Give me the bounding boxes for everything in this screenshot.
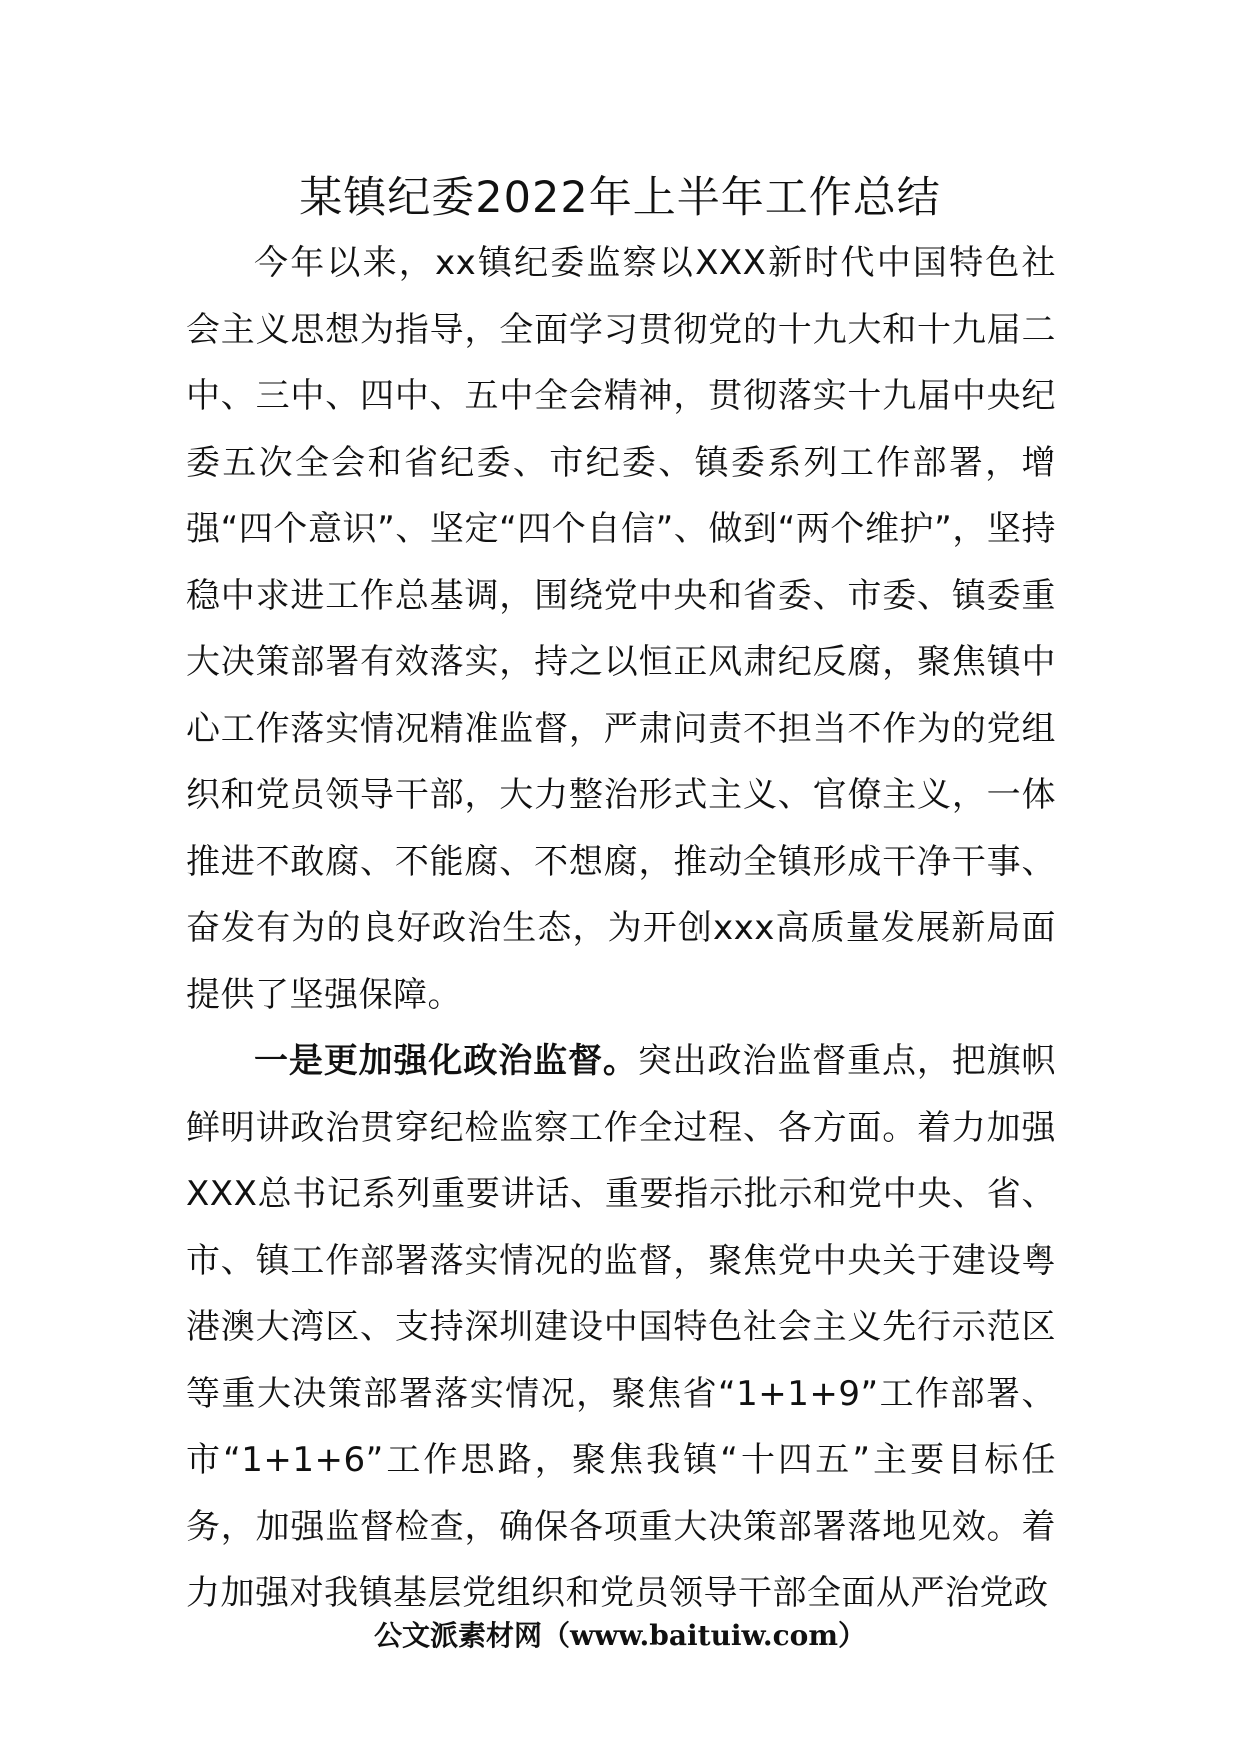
paragraph-political-supervision [186,1028,1056,1627]
paragraph-intro-text: 今年以来，xx镇纪委监察以XXX新时代中国特色社会主义思想为指导，全面学习贯彻党的十九大和十九届二中、三中、四中、五中全会精神，贯彻落实十九届中央纪委五次全会和省纪委、市纪委、镇委系列工作部署，增强“四个意识”、坚定“四个自信”、做到“两个维护”，坚持稳中求进工作总基调，围绕党中央和省委、市委、镇委重大决策部署有效落实，持之以恒正风肃纪反腐，聚焦镇中心工作落实情况精准监督，严肃问责不担当不作为的党组织和党员领导干部，大力整治形式主义、官僚主义，一体推进不敢腐、不能腐、不想腐，推动全镇形成干净干事、奋发有为的良好政治生态，为开创xxx高质量发展新局面提供了坚强保障。 [186,243,1056,1015]
paragraph-intro [186,230,1056,1028]
document-body [186,230,1056,1627]
paragraph-heading: 一是更加强化政治监督。 [254,1041,638,1081]
document-title: 某镇纪委2022年上半年工作总结 [299,173,941,223]
footer-source: 公文派素材网（www.baituiw.com） [374,1619,866,1652]
paragraph-text: 突出政治监督重点，把旗帜鲜明讲政治贯穿纪检监察工作全过程、各方面。着力加强XXX总书记系列重要讲话、重要指示批示和党中央、省、市、镇工作部署落实情况的监督，聚焦党中央关于建设粤港澳大湾区、支持深圳建设中国特色社会主义先行示范区等重大决策部署落实情况，聚焦省“1+1+9”工作部署、市“1+1+6”工作思路，聚焦我镇“十四五”主要目标任务，加强监督检查，确保各项重大决策部署落地见效。着力加强对我镇基层党组织和党员领导干部全面从严治党政 [186,1041,1056,1613]
